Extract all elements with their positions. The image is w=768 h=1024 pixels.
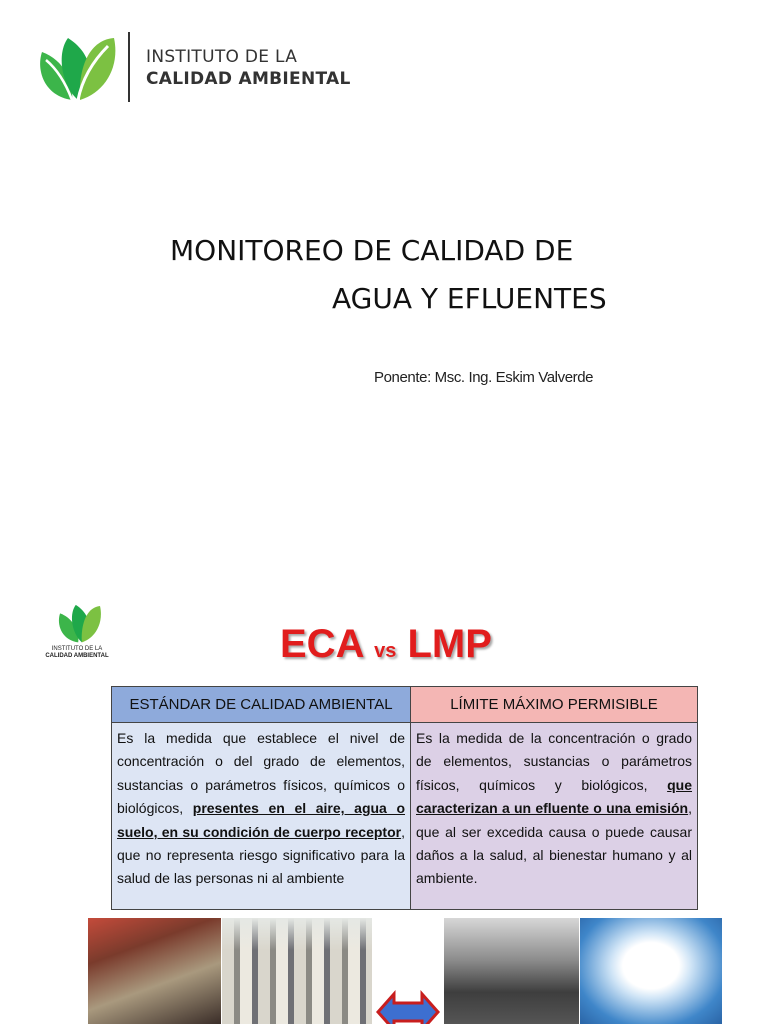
lmp-column [411,687,697,909]
emission-cloud-photo [580,918,722,1024]
vs-label: vs [374,640,397,662]
lmp-definition [411,723,697,909]
eca-definition [112,723,410,909]
comparison-slide [0,560,768,1024]
eca-text-2: , que no representa riesgo significativo para la salud de las personas ni al ambiente [117,823,405,887]
eca-header: ESTÁNDAR DE CALIDAD AMBIENTAL [112,687,410,723]
eca-highlight: presentes en el aire, agua o suelo, en su condición de cuerpo receptor [117,800,405,840]
lmp-text-1: Es la medida de la concentración o grado de elementos, sustancias o parámetros físicos, químicos y biológicos, [416,730,692,793]
comparison-table [111,686,698,910]
leaf-logo-icon [34,30,118,106]
speaker-label: Ponente: Msc. Ing. Eskim Valverde [374,369,594,386]
small-logo-line-1: INSTITUTO DE LA [51,646,103,652]
lmp-label: LMP [407,622,492,666]
comparison-heading [280,622,492,667]
lmp-text-2: , que al ser excedida causa o puede causar daños a la salud, al bienestar humano y al ambiente. [416,800,692,887]
street-pollution-photo [88,918,221,1024]
traffic-photo [222,918,372,1024]
logo-line-2: CALIDAD AMBIENTAL [146,69,351,89]
double-arrow-icon [376,990,440,1024]
slide-title-line-2: AGUA Y EFLUENTES [332,282,607,315]
small-institute-logo [40,600,114,666]
logo-divider [128,32,130,102]
eca-column [112,687,411,909]
eca-label: ECA [280,622,363,666]
logo-text [146,46,351,90]
slide-title-line-1: MONITOREO DE CALIDAD DE [170,234,574,267]
lmp-header: LÍMITE MÁXIMO PERMISIBLE [411,687,697,723]
logo-line-1: INSTITUTO DE LA [146,47,298,67]
institute-logo [34,30,374,106]
eca-text-1: Es la medida que establece el nivel de concentración o del grado de elementos, sustancias o parámetros físicos, químicos o biológicos, [117,730,405,817]
smokestack-photo [444,918,579,1024]
small-logo-text [40,646,114,660]
small-logo-line-2: CALIDAD AMBIENTAL [45,653,109,659]
small-leaf-logo-icon [40,600,114,646]
lmp-highlight: que caracterizan a un efluente o una emisión [416,776,692,817]
